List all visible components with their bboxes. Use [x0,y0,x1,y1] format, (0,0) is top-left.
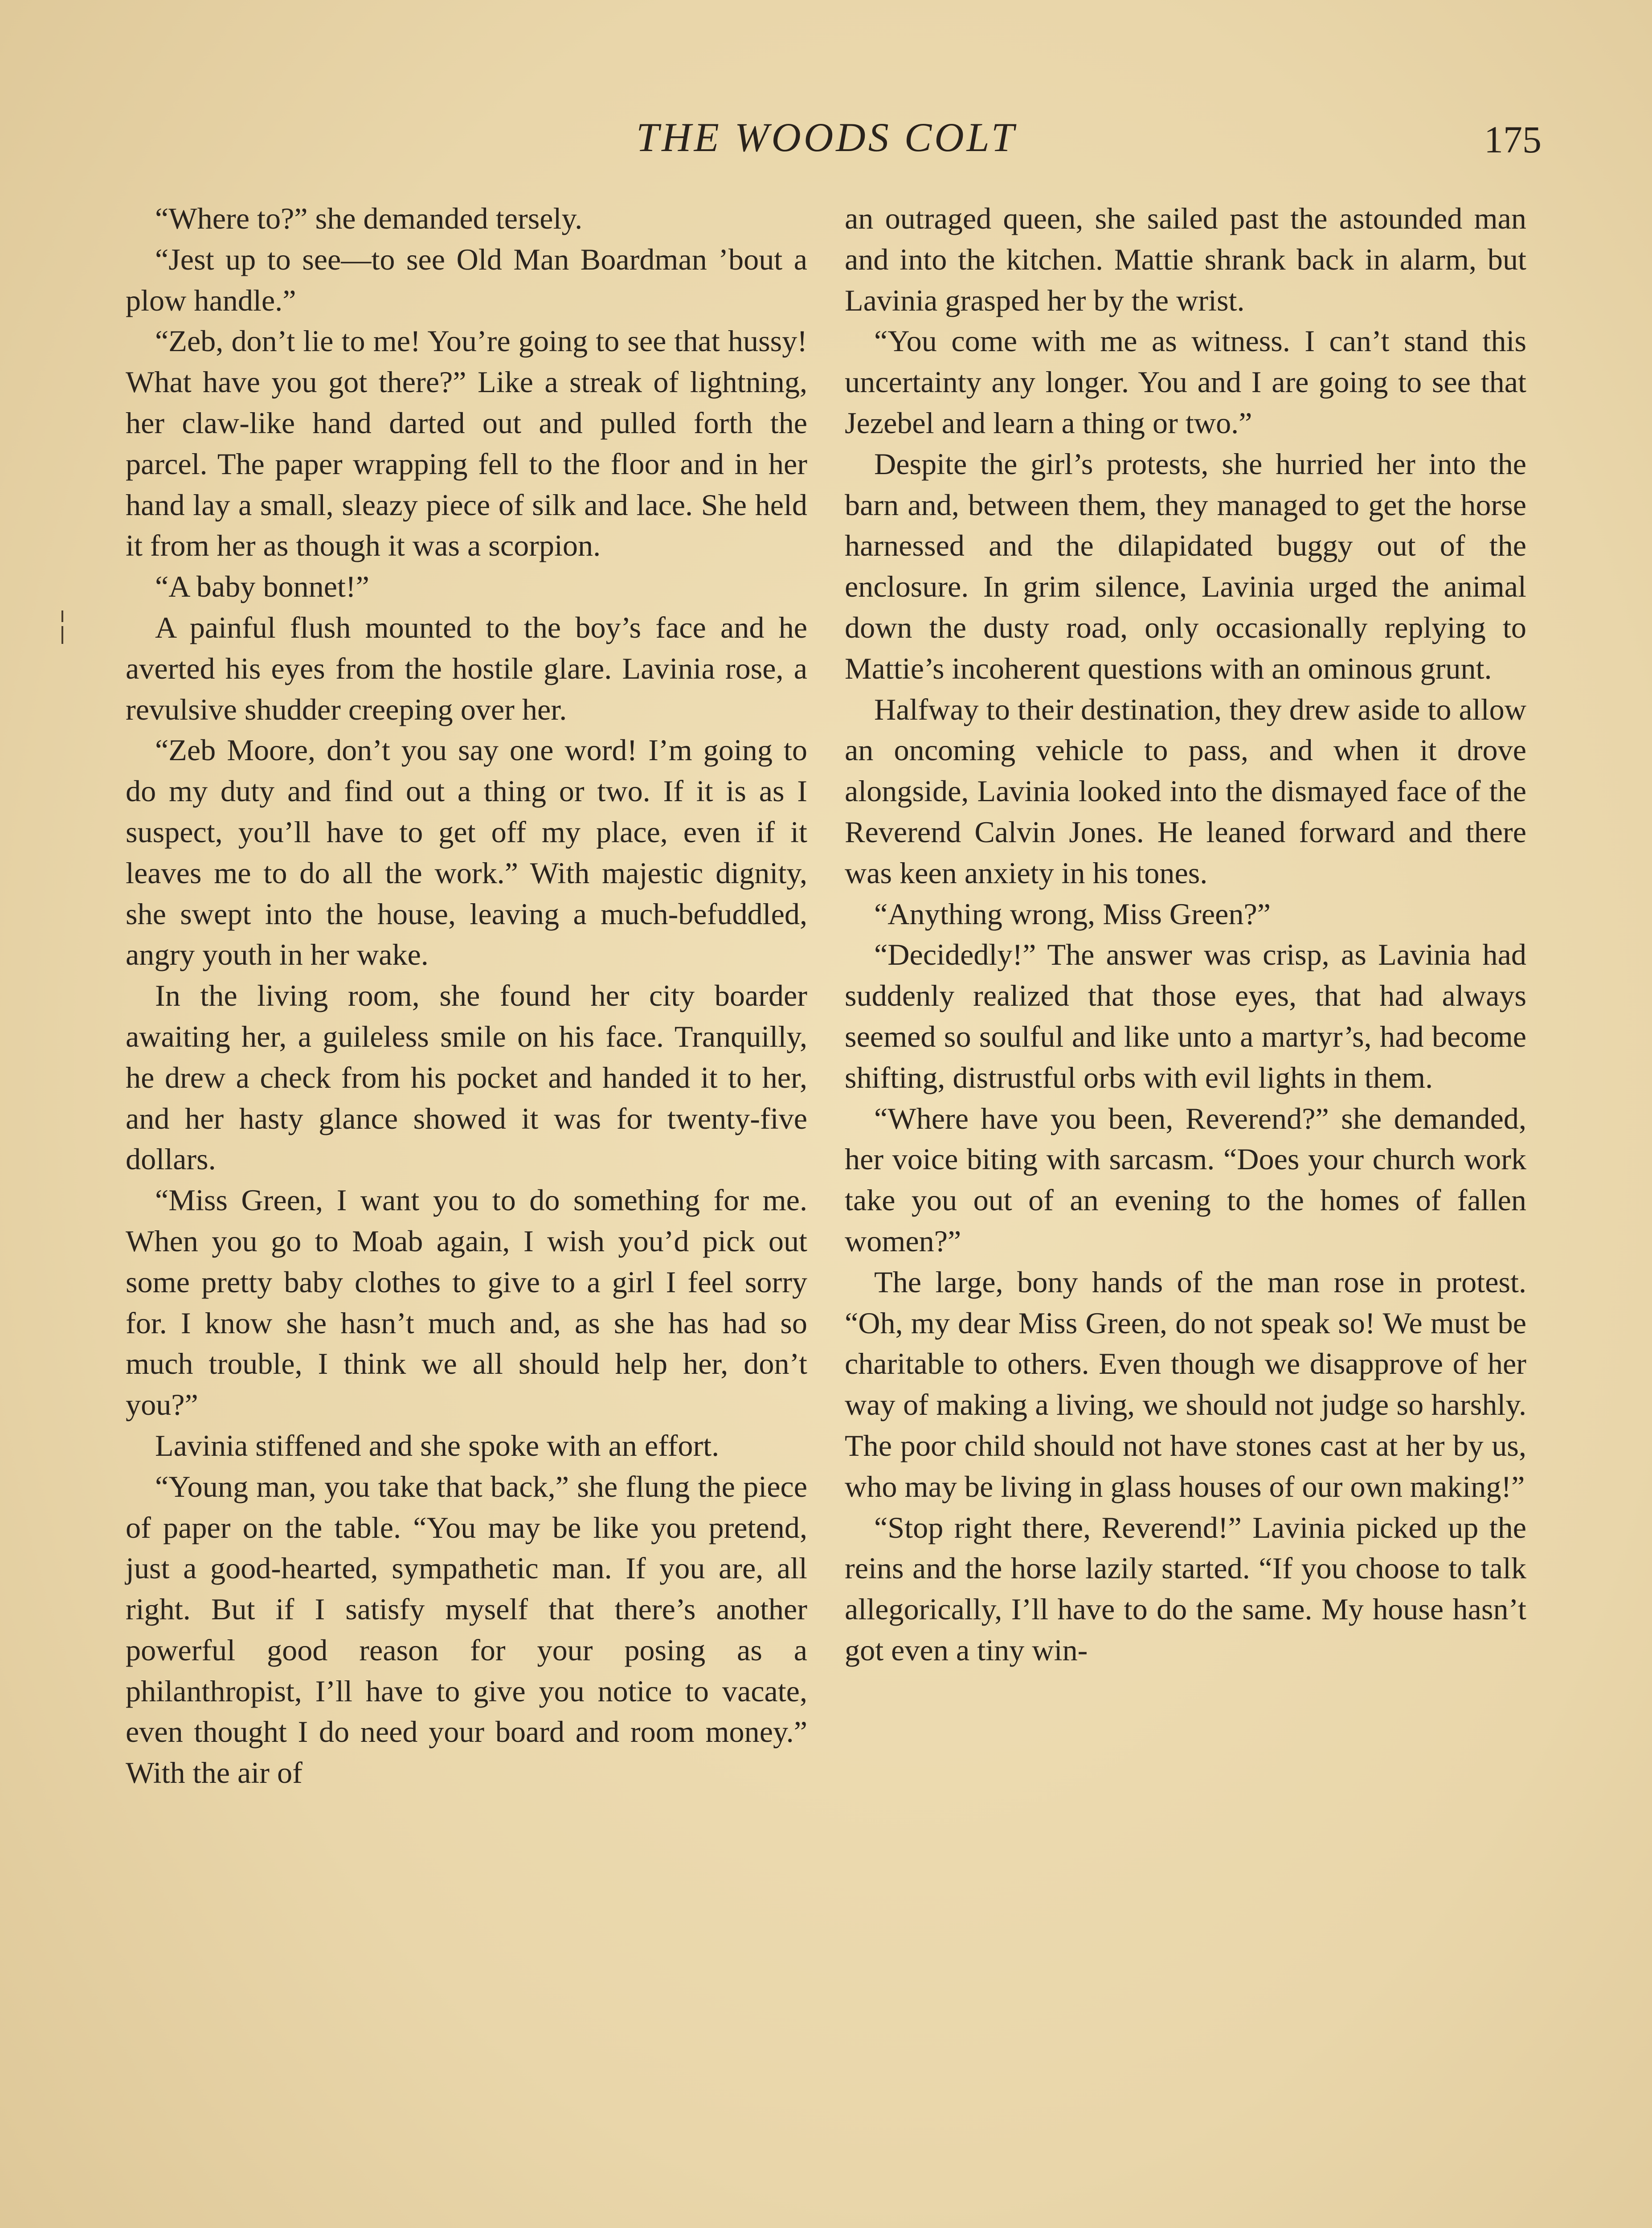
paragraph: Despite the girl’s protests, she hurried her into the barn and, between them, they managed to get the horse harnessed and the dilapidated buggy out of the enclosure. In grim silence, Lavinia urged the animal down the dusty road, only occasionally replying to Mattie’s incoherent questions with an ominous grunt. [845,446,1526,685]
paragraph: “Jest up to see—to see Old Man Boardman ’bout a plow handle.” [126,242,807,317]
paragraph: “Where to?” she demanded tersely. [155,201,583,235]
paragraph: “A baby bonnet!” [155,569,369,604]
paragraph: “Decidedly!” The answer was crisp, as Lavinia had suddenly realized that those eyes, that had always seemed so soulful and like unto a martyr’s, had become shifting, distrustful orbs with evil lights in them. [845,938,1526,1094]
paragraph: “You come with me as witness. I can’t stand this uncertainty any longer. You and I are going to see that Jezebel and learn a thing or two.” [845,324,1526,440]
paragraph: Lavinia stiffened and she spoke with an effort. [155,1428,720,1462]
paragraph: The large, bony hands of the man rose in protest. “Oh, my dear Miss Green, do not speak so! We must be charitable to others. Even though we disapprove of her way of making a living, we should not judge so harshly. The poor child should not have stones cast at her by us, who may be living in glass houses of our own making!” [845,1265,1526,1503]
paragraph: In the living room, she found her city boarder awaiting her, a guileless smile on his face. Tranquilly, he drew a check from his pocket and handed it to her, and her hasty glance showed it was for twenty-five dollars. [126,979,807,1176]
paragraph: “Stop right there, Reverend!” Lavinia picked up the reins and the horse lazily started. “If you choose to talk allegorically, I’ll have to do the same. My house hasn’t got even a tiny win- [845,1510,1526,1667]
paragraph: “Anything wrong, Miss Green?” [874,897,1271,931]
paragraph: Halfway to their destination, they drew aside to allow an oncoming vehicle to pass, and when it drove alongside, Lavinia looked into the dismayed face of the Reverend Calvin Jones. He leaned forward and there was keen anxiety in his tones. [845,692,1526,890]
running-head [0,114,1652,167]
margin-mark [61,626,63,644]
paragraph: “Young man, you take that back,” she flung the piece of paper on the table. “You may be like you pretend, just a good-hearted, sympathetic man. If you are, all right. But if I satisfy myself that there’s another powerful good reason for your posing as a philanthropist, I’ll have to give you notice to vacate, even thought I do need your board and room money.” With the air of [126,1469,807,1790]
paragraph: “Where have you been, Reverend?” she demanded, her voice biting with sarcasm. “Does your church work take you out of an evening to the homes of fallen women?” [845,1101,1526,1258]
running-title: THE WOODS COLT [636,115,1017,160]
paragraph: an outraged queen, she sailed past the astounded man and into the kitchen. Mattie shrank back in alarm, but Lavinia grasped her by the wrist. [845,201,1526,317]
margin-mark [61,610,63,622]
paragraph: A painful flush mounted to the boy’s face and he averted his eyes from the hostile glare. Lavinia rose, a revulsive shudder creeping over her. [126,610,807,726]
left-column [126,198,807,1794]
paragraph: “Miss Green, I want you to do something for me. When you go to Moab again, I wish you’d pick out some pretty baby clothes to give to a girl I feel sorry for. I know she hasn’t much and, as she has had so much trouble, I think we all should help her, don’t you?” [126,1183,807,1422]
page-number: 175 [1484,118,1542,161]
paragraph: “Zeb, don’t lie to me! You’re going to see that hussy! What have you got there?” Like a streak of lightning, her claw-like hand darted out and pulled forth the parcel. The paper wrapping fell to the floor and in her hand lay a small, sleazy piece of silk and lace. She held it from her as though it was a scorpion. [126,324,807,563]
right-column [845,198,1526,1671]
paragraph: “Zeb Moore, don’t you say one word! I’m going to do my duty and find out a thing or two. If it is as I suspect, you’ll have to get off my place, even if it leaves me to do all the work.” With majestic dignity, she swept into the house, leaving a much-befuddled, angry youth in her wake. [126,733,807,972]
